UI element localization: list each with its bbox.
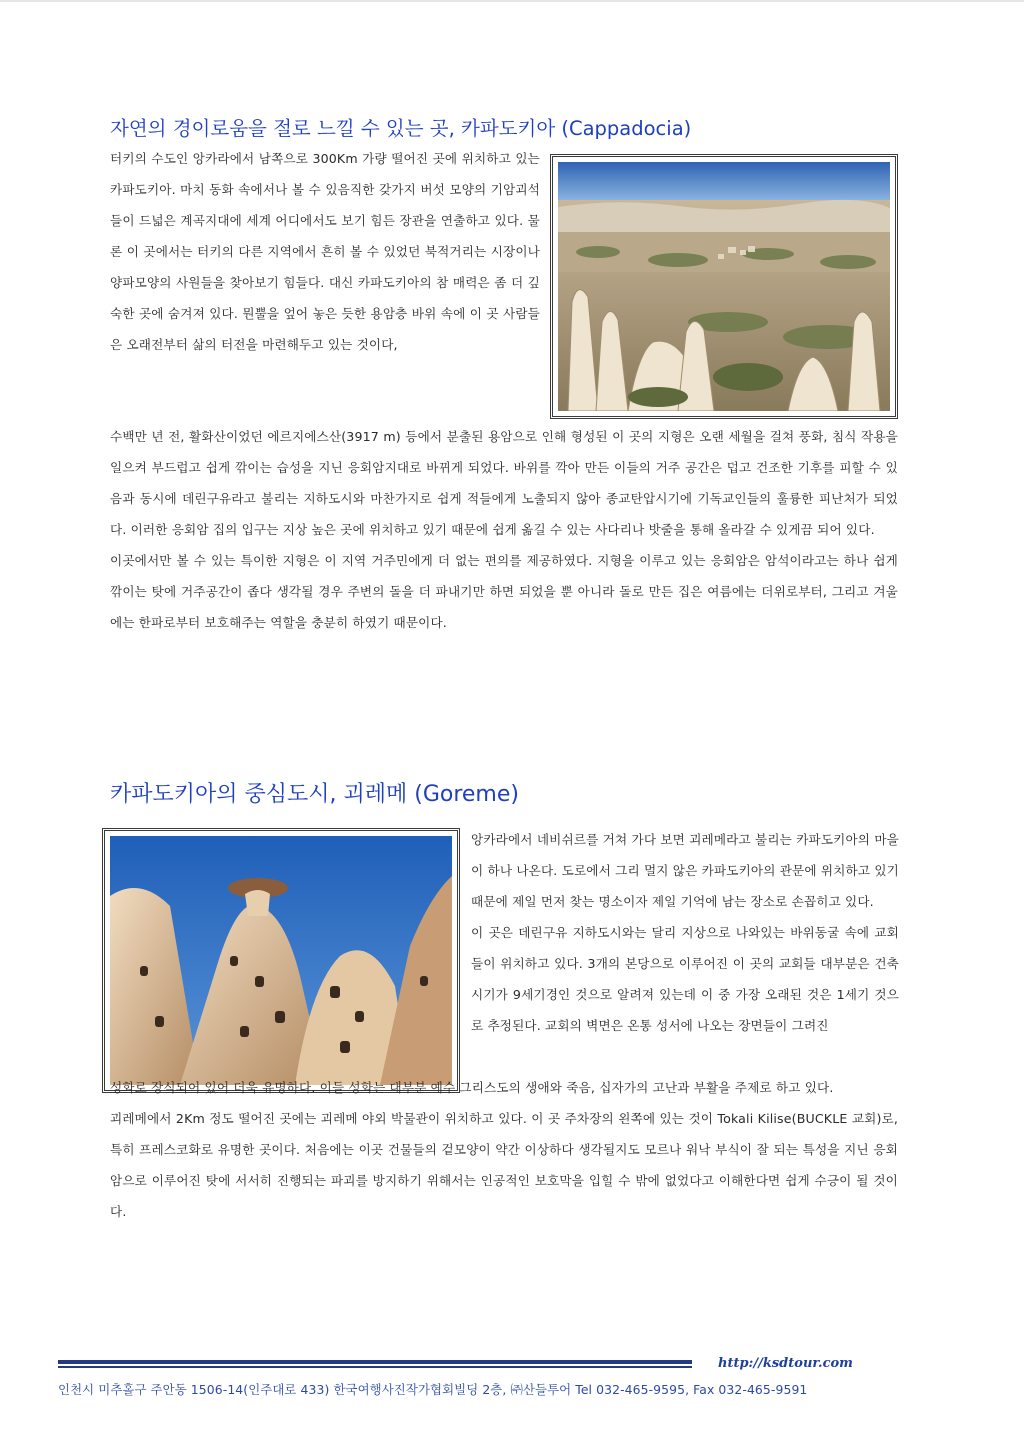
cappadocia-valley-photo xyxy=(558,162,890,411)
footer-rule-thin xyxy=(58,1366,692,1368)
goreme-photo-frame xyxy=(102,828,460,1093)
footer-url-link[interactable]: http://ksdtour.com xyxy=(718,1356,853,1371)
goreme-body-block xyxy=(110,1072,898,1227)
cappadocia-terrain-paragraph: 이곳에서만 볼 수 있는 특이한 지형은 이 지역 거주민에게 더 없는 편의를 제공하였다. 지형을 이루고 있는 응회암은 암석이라고는 하나 쉽게 깎이는 탓에 거주공간이 좁다 생각될 경우 주변의 돌을 더 파내기만 하면 되었을 뿐 아니라 돌로 만든 집은 여름에는 더위로부터, 그리고 겨울에는 한파로부터 보호해주는 역할을 충분히 하였기 때문이다. xyxy=(110,553,898,630)
cappadocia-intro-block xyxy=(110,143,540,360)
goreme-museum-paragraph: 괴레메에서 2Km 정도 떨어진 곳에는 괴레메 야외 박물관이 위치하고 있다. 이 곳 주차장의 왼쪽에 있는 것이 Tokali Kilise(BUCKLE 교회)로, 특히 프레스코화로 유명한 곳이다. 처음에는 이곳 건물들의 겉모양이 약간 이상하다 생각될지도 모르나 워낙 부식이 잘 되는 특성을 지닌 응회암으로 이루어진 탓에 서서히 진행되는 파괴를 방지하기 위해서는 인공적인 보호막을 입힐 수 밖에 없었다고 이해한다면 쉽게 수긍이 될 것이다. xyxy=(110,1111,898,1219)
goreme-rock-dwellings-photo xyxy=(110,836,452,1085)
cappadocia-intro-paragraph: 터키의 수도인 앙카라에서 남쪽으로 300Km 가량 떨어진 곳에 위치하고 있는 카파도키아. 마치 동화 속에서나 볼 수 있음직한 갖가지 버섯 모양의 기암괴석들이 드넓은 계곡지대에 세계 어디에서도 보기 힘든 장관을 연출하고 있다. 물론 이 곳에서는 터키의 다른 지역에서 흔히 볼 수 있었던 북적거리는 시장이나 양파모양의 사원들을 찾아보기 힘들다. 대신 카파도키아의 참 매력은 좀 더 깊숙한 곳에 숨겨져 있다. 뭔뿔을 엎어 놓은 듯한 용암층 바위 속에 이 곳 사람들은 오래전부터 삶의 터전을 마련해두고 있는 것이다, xyxy=(110,151,540,352)
cappadocia-geology-paragraph: 수백만 년 전, 활화산이었던 에르지에스산(3917 m) 등에서 분출된 용암으로 인해 형성된 이 곳의 지형은 오랜 세월을 걸쳐 풍화, 침식 작용을 일으켜 부드럽고 쉽게 깎이는 습성을 지닌 응회암지대로 바뀌게 되었다. 바위를 깍아 만든 이들의 거주 공간은 덥고 건조한 기후를 피할 수 있음과 동시에 데린구유라고 불리는 지하도시와 마찬가지로 쉽게 적들에게 노출되지 않아 종교탄압시기에 기독교인들의 훌륭한 피난처가 되었다. 이러한 응회암 집의 입구는 지상 높은 곳에 위치하고 있기 때문에 쉽게 옮길 수 있는 사다리나 밧줄을 통해 올라갈 수 있게끔 되어 있다. xyxy=(110,429,898,537)
section-title-cappadocia: 자연의 경이로움을 절로 느낄 수 있는 곳, 카파도키아 (Cappadocia) xyxy=(110,117,692,140)
cappadocia-body-block xyxy=(110,421,898,638)
goreme-intro-block xyxy=(471,824,899,1041)
goreme-frescoes-paragraph: 성화로 장식되어 있어 더욱 유명하다. 이들 성화는 대부분 예수 그리스도의 생애와 죽음, 십자가의 고난과 부활을 주제로 하고 있다. xyxy=(110,1080,834,1095)
footer-rule-thick xyxy=(58,1360,692,1364)
section-title-goreme: 카파도키아의 중심도시, 괴레메 (Goreme) xyxy=(110,782,519,807)
footer-address: 인천시 미추홀구 주안동 1506-14(인주대로 433) 한국여행사진작가협회빌딩 2층, ㈜산들투어 Tel 032-465-9595, Fax 032-465-9591 xyxy=(58,1382,808,1397)
goreme-churches-paragraph: 이 곳은 데린구유 지하도시와는 달리 지상으로 나와있는 바위동굴 속에 교회들이 위치하고 있다. 3개의 본당으로 이루어진 이 곳의 교회들 대부분은 건축시기가 9세기경인 것으로 알려져 있는데 이 중 가장 오래된 것은 1세기 것으로 추정된다. 교회의 벽면은 온통 성서에 나오는 장면들이 그려진 xyxy=(471,925,899,1033)
cappadocia-photo-frame xyxy=(550,154,898,419)
goreme-intro-paragraph: 앙카라에서 네비쉬르를 거쳐 가다 보면 괴레메라고 불리는 카파도키아의 마을이 하나 나온다. 도로에서 그리 멀지 않은 카파도키아의 관문에 위치하고 있기 때문에 제일 먼저 찾는 명소이자 제일 기억에 남는 장소로 손꼽히고 있다. xyxy=(471,832,899,909)
top-border xyxy=(0,0,1024,2)
